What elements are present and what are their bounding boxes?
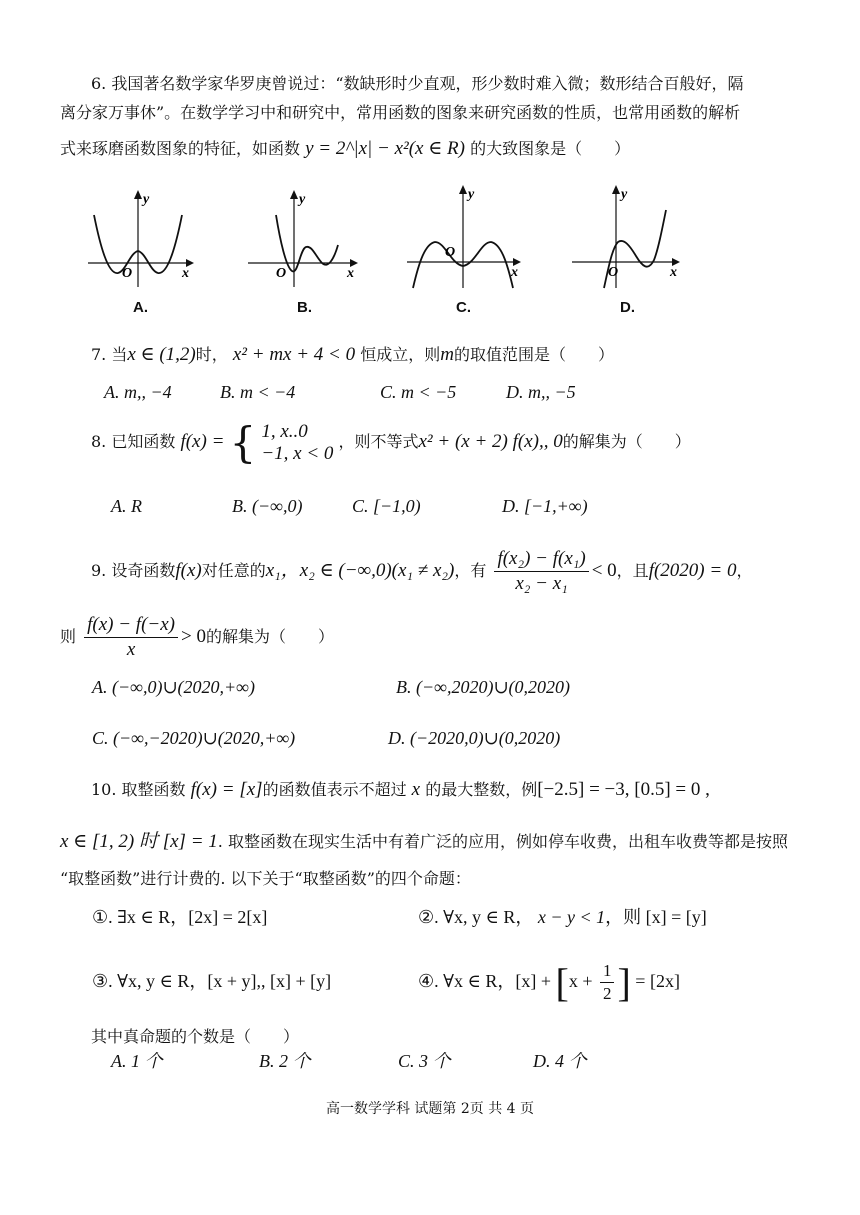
graph-b-origin-label: O [276,266,287,281]
graph-a-label: A. [133,299,148,316]
q9-option-b: B. (−∞,2020)∪(0,2020) [396,677,571,697]
q8-fx: f(x) = [180,431,225,452]
q9-option-c: C. (−∞,−2020)∪(2020,+∞) [92,728,296,748]
graph-b-x-label: x [347,266,354,281]
q10-prop-2-post: ，则 [x] = [y] [605,907,707,927]
graph-b-label: B. [297,299,312,316]
q10-line2-post: . 取整函数在现实生活中有着广泛的应用，例如停车收费，出租车收费等都是按照 [217,832,788,851]
q7-option-d: D. m,, −5 [506,382,576,402]
q7-tail: 的取值范围是（ ） [453,345,614,364]
graph-c-origin-label: O [445,245,456,260]
q10-prop-1: ①. ∃x ∈ R，[2x] = 2[x] [92,907,268,927]
q10-prop-4-post: = [2x] [635,971,680,991]
q8-brace: { [229,417,257,467]
graph-a-x-label: x [182,266,189,281]
q10-prop-3: ③. ∀x, y ∈ R，[x + y],, [x] + [y] [92,971,332,991]
q9-mid3: ，且 [616,561,649,580]
q9-frac2-num: f(x) − f(−x) [84,614,178,638]
q10-line3: “取整函数”进行计费的. 以下关于“取整函数”的四个命题： [60,869,471,888]
q9-vars: x₁，x₂ ∈ (−∞,0)(x₁ ≠ x₂) [265,560,455,581]
q9-frac-den: x₂ − x₁ [515,573,568,594]
q9-fx: f(x) [175,560,202,581]
q9-fraction-2 [84,614,178,661]
q9-post: 的解集为（ ） [205,627,334,646]
q8-inequality: x² + (x + 2) f(x),, 0 [418,431,563,452]
q10-line1-example: [−2.5] = −3, [0.5] = 0 , [537,779,710,800]
q8-option-d: D. [−1,+∞) [502,496,588,516]
q8-post: 的解集为（ ） [562,432,691,451]
q9-option-d: D. (−2020,0)∪(0,2020) [388,728,561,748]
q6-graph-c [405,180,525,292]
graph-b-y-label: y [299,192,306,207]
q7-option-c: C. m < −5 [380,382,457,402]
q9-pre: 9. 设奇函数 [91,561,176,580]
q10-line2-cond: x ∈ [1, 2) 时 [x] = 1 [60,831,218,852]
q7-option-a: A. m,, −4 [104,382,172,402]
q10-prop-4-inner: x + [568,971,593,991]
q10-line1-f: f(x) = [x] [190,779,263,800]
q9-stem-2 [60,612,334,662]
q10-option-a: A. 1 个 [111,1051,163,1071]
q6-line3 [60,139,630,159]
q10-prop-2-pre: ②. ∀x, y ∈ R， [418,907,534,927]
q8-stem [91,417,691,467]
q8-mid: ，则不等式 [338,432,419,451]
q10-line1-mid: 的函数值表示不超过 [262,780,407,799]
q9-frac2-den: x [126,639,136,660]
q7-post: 恒成立，则 [360,345,441,364]
graph-d-x-label: x [670,265,677,280]
q7-cond: x ∈ (1,2) [127,344,196,365]
q8-option-a: A. R [111,496,142,516]
q8-cases [261,421,333,465]
graph-a-origin-label: O [122,266,133,281]
graph-c-y-label: y [468,187,475,202]
q8-option-b: B. (−∞,0) [232,496,303,516]
q6-line3-post: 的大致图象是（ ） [470,139,631,158]
q9-fraction [494,548,588,595]
q10-line1-post: 的最大整数，例 [425,780,538,799]
q8-option-c: C. [−1,0) [352,496,421,516]
graph-d-origin-label: O [608,265,619,280]
q10-line1 [91,780,710,800]
q7-mid: 时， [195,345,228,364]
q10-prop-4-num: 1 [600,961,615,983]
q9-comma: ， [736,561,753,580]
q10-prop-2-mid: x − y < 1 [537,907,606,927]
page-footer: 高一数学学科 试题第 2页 共 4 页 [325,1101,535,1117]
q10-prop-4-pre: ④. ∀x ∈ R，[x] + [418,971,551,991]
q6-graph-b [246,185,361,290]
q10-line1-pre: 10. 取整函数 [91,780,186,799]
q7-var: m [440,344,454,365]
q6-line1: 6. 我国著名数学家华罗庚曾说过：“数缺形时少直观，形少数时难入微；数形结合百般好，隔 [91,74,744,93]
q9-mid2: ，有 [454,561,487,580]
q7-option-b: B. m < −4 [220,382,296,402]
q6-graph-d [570,180,685,292]
q7-inequality: x² + mx + 4 < 0 [232,344,356,365]
q9-cond: f(2020) = 0 [648,560,737,581]
q7-stem [91,345,614,365]
q6-line2: 离分家万事休”。在数学学习中和研究中，常用函数的图象来研究函数的性质，也常用函数的解析 [60,103,741,122]
q10-option-d: D. 4 个 [533,1051,587,1071]
graph-c-label: C. [456,299,471,316]
q10-line1-x: x [411,779,421,800]
q6-graph-a [86,185,196,290]
q10-prop-4: ④. ∀x ∈ R，[x] + [x + $\frac{1}{2}$ ] = [2x] [418,959,680,1005]
q8-case2: −1, x < 0 [261,442,334,464]
q9-then: 则 [60,627,77,646]
q7-pre: 7. 当 [91,345,128,364]
graph-c-x-label: x [511,265,518,280]
q10-question: 其中真命题的个数是（ ） [91,1027,300,1046]
q9-mid1: 对任意的 [201,561,266,580]
q8-case1: 1, x..0 [261,420,308,442]
q10-prop-4-frac [600,961,615,1004]
q10-prop-4-den: 2 [602,984,612,1004]
q10-option-b: B. 2 个 [259,1051,311,1071]
q10-option-c: C. 3 个 [398,1051,451,1071]
q9-frac2-tail: > 0 [180,626,206,647]
q9-option-a: A. (−∞,0)∪(2020,+∞) [92,677,256,697]
q6-formula: y = 2^|x| − x²(x ∈ R) [305,138,465,159]
q9-frac-tail: < 0 [591,560,617,581]
graph-d-y-label: y [621,187,628,202]
q8-pre: 8. 已知函数 [91,432,176,451]
q10-prop-2 [418,906,707,928]
q10-line2 [60,832,788,852]
q9-frac-num: f(x₂) − f(x₁) [494,548,588,572]
q9-stem [91,546,752,596]
q6-line3-pre: 式来琢磨函数图象的特征，如函数 [60,139,301,158]
graph-a-y-label: y [143,192,150,207]
graph-d-label: D. [620,299,635,316]
